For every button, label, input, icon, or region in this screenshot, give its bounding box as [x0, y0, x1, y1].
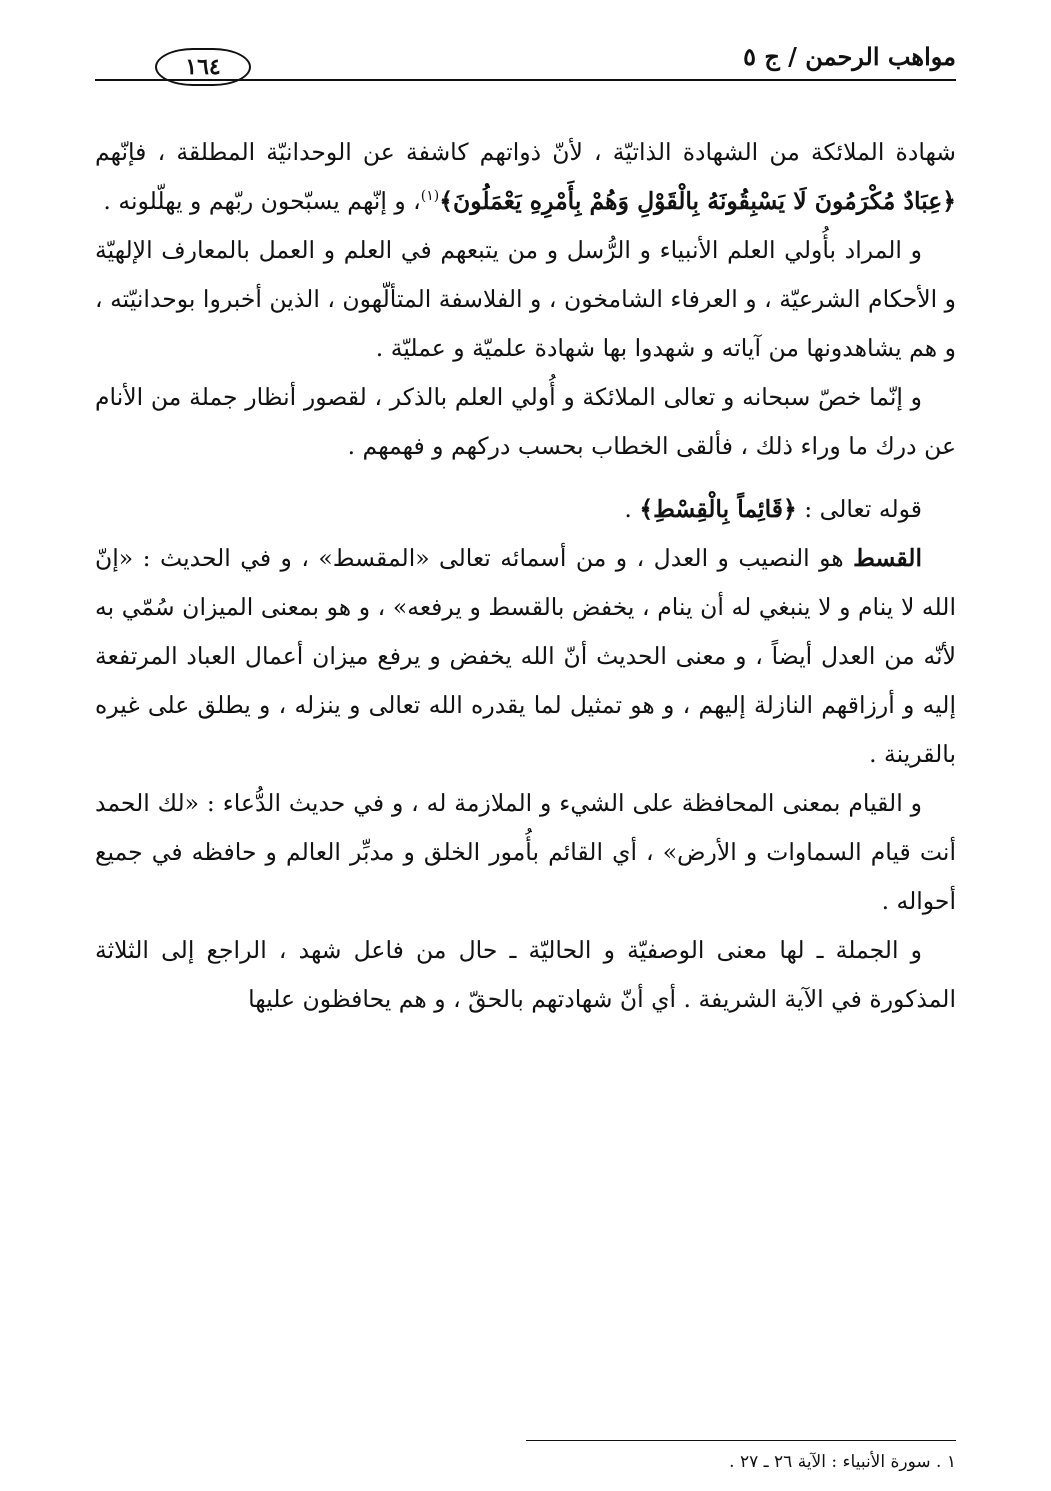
quran-quote: ﴿عِبَادٌ مُكْرَمُونَ لَا يَسْبِقُونَهُ بِالْقَوْلِ وَهُمْ بِأَمْرِهِ يَعْمَلُونَ﴾ [439, 187, 956, 215]
paragraph-7: و الجملة ـ لها معنى الوصفيّة و الحاليّة ـ حال من فاعل شهد ، الراجع إلى الثلاثة المذكورة في الآية الشريفة . أي أنّ شهادتهم بالحقّ ، و هم يحافظون عليها [95, 936, 956, 1013]
footnote: ١ . سورة الأنبياء : الآية ٢٦ ـ ٢٧ . [729, 1452, 956, 1472]
footnote-ref: (١) [420, 188, 440, 205]
quran-quote: ﴿قَائِماً بِالْقِسْطِ﴾ [639, 495, 797, 523]
page-number: ١٦٤ [155, 48, 251, 86]
paragraph-1: شهادة الملائكة من الشهادة الذاتيّة ، لأنّ ذواتهم كاشفة عن الوحدانيّة المطلقة ، فإنّهم ﴿عِبَادٌ مُكْرَمُونَ لَا يَسْبِقُونَهُ بِالْقَوْلِ وَهُمْ بِأَمْرِهِ يَعْمَلُونَ﴾$^{(١)}$، و إنّهم يسبّحون ربّهم و يهلّلونه . [95, 138, 956, 215]
paragraph-2: و المراد بأُولي العلم الأنبياء و الرُّسل و من يتبعهم في العلم و العمل بالمعارف الإلهيّة و الأحكام الشرعيّة ، و العرفاء الشامخون ، و الفلاسفة المتألّهون ، الذين أخبروا بوحدانيّته ، و هم يشاهدونها من آياته و شهدوا بها شهادة علميّة و عمليّة . [95, 236, 956, 362]
defined-term: القسط [853, 544, 922, 572]
paragraph-4: قوله تعالى : ﴿قَائِماً بِالْقِسْطِ﴾ . [624, 495, 922, 523]
header-divider [95, 79, 956, 81]
paragraph-5: القسط هو النصيب و العدل ، و من أسمائه تعالى «المقسط» ، و في الحديث : «إنّ الله لا ينام و لا ينبغي له أن ينام ، يخفض بالقسط و يرفعه» ، و هو بمعنى الميزان سُمّي به لأنّه من العدل أيضاً ، و معنى الحديث أنّ الله يخفض و يرفع ميزان أعمال العباد المرتفعة إليه و أرزاقهم النازلة إليهم ، و هو تمثيل لما يقدره الله تعالى و ينزله ، و يطلق على غيره بالقرينة . [95, 544, 956, 768]
running-title: مواهب الرحمن / ج ٥ [743, 42, 956, 71]
body-text [95, 128, 956, 1024]
footnote-divider [526, 1440, 956, 1441]
paragraph-3: و إنّما خصّ سبحانه و تعالى الملائكة و أُولي العلم بالذكر ، لقصور أنظار جملة من الأنام عن درك ما وراء ذلك ، فألقى الخطاب بحسب دركهم و فهمهم . [95, 383, 956, 460]
paragraph-6: و القيام بمعنى المحافظة على الشيء و الملازمة له ، و في حديث الدُّعاء : «لك الحمد أنت قيام السماوات و الأرض» ، أي القائم بأُمور الخلق و مدبِّر العالم و حافظه في جميع أحواله . [95, 789, 956, 915]
